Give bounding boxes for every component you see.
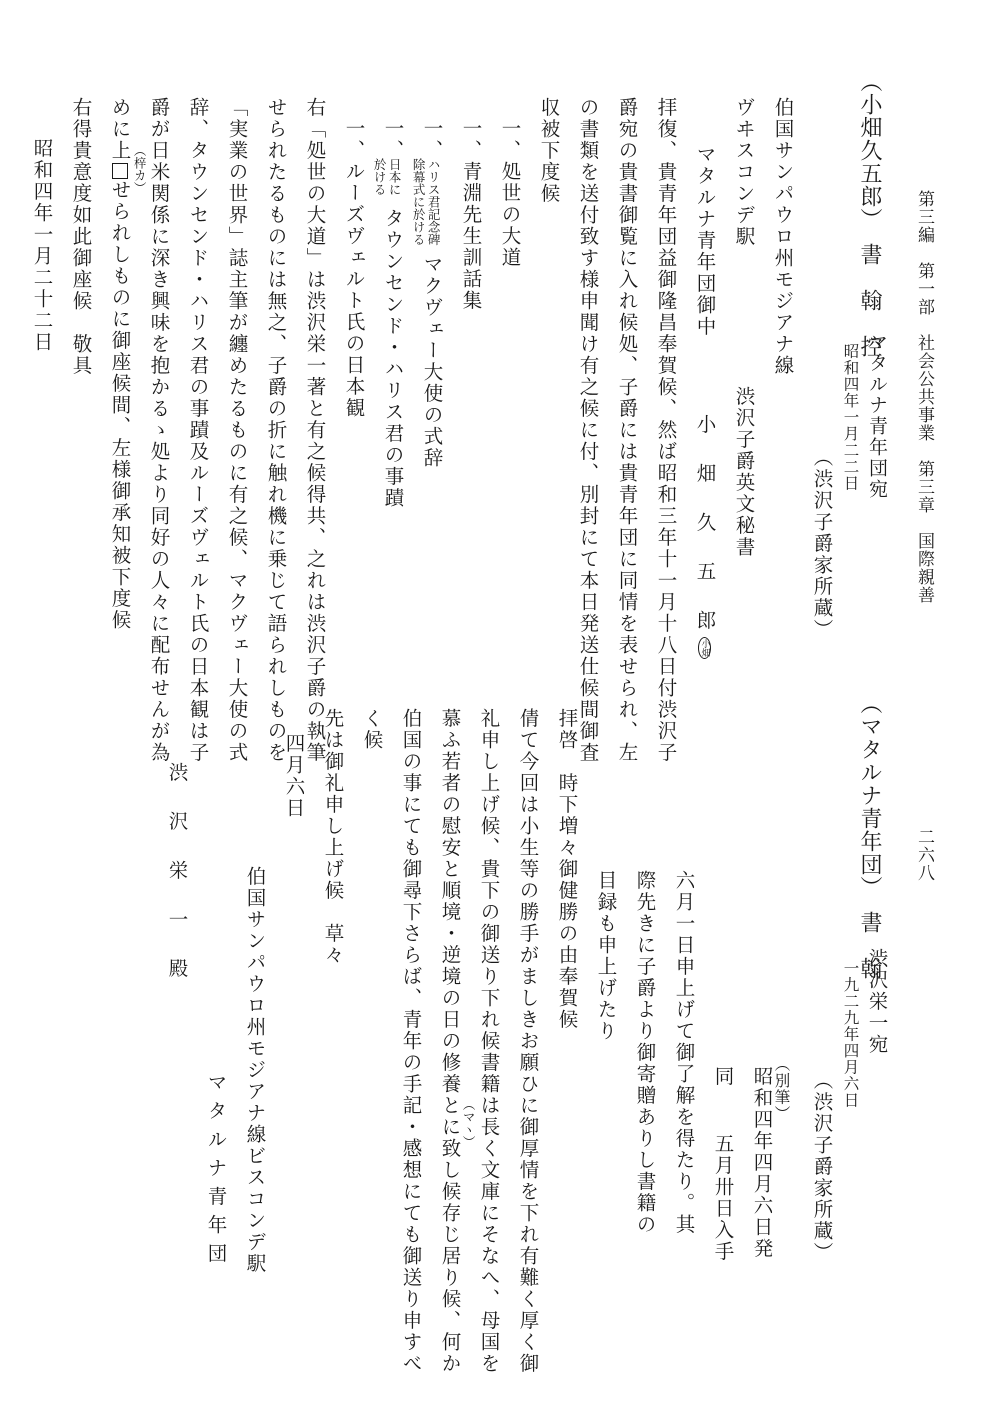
letter2-addressee: 渋沢栄一宛 xyxy=(865,948,889,1056)
letter2-from-place: 伯国サンパウロ州モジアナ線ビスコンデ駅 xyxy=(243,866,267,1275)
letter1-item3-text: マクヴェー大使の式辞 xyxy=(420,254,444,469)
section-header: 第三編 第一部 社会公共事業 第三章 国際親善 xyxy=(914,190,934,604)
letter1-sender-title: 渋沢子爵英文秘書 xyxy=(732,386,756,558)
letter2-body-line4 xyxy=(440,708,460,1375)
letter2-title: （マタルナ青年団） 書 翰 xyxy=(857,692,882,980)
letter1-body-line1: 拝復、貴青年団益御隆昌奉賀候、然ば昭和三年十一月十八日付渋沢子 xyxy=(654,97,678,764)
letter2-body-line6: く候 xyxy=(360,708,384,751)
letter2-note-biehitsu: （別筆） xyxy=(772,1056,791,1122)
letter1-title: （小畑久五郎） 書 翰 控 xyxy=(857,70,882,358)
letter1-item1: 一、処世の大道 xyxy=(498,118,522,269)
letter1-para-line6-b: せられしものに御座候間、左様御承知被下度候 xyxy=(108,179,132,631)
letter1-para-line6 xyxy=(110,97,130,631)
seal-stamp: 小畑 xyxy=(699,638,710,657)
letter2-source: （渋沢子爵家所蔵） xyxy=(810,1070,834,1264)
letter2-note-line3: 目録も申上げたり xyxy=(594,870,618,1042)
letter2-body-line5: 伯国の事にても御尋下さらば、青年の手記・感想にても御送り申すべ xyxy=(399,708,423,1375)
letter1-para-line5: 爵が日米関係に深き興味を抱かるゝ処より同好の人々に配布せんが為 xyxy=(147,97,171,764)
letter2-note-line1: 六月一日申上げて御了解を得たり。其 xyxy=(672,870,696,1236)
letter1-para-line6-note: （梓カ） xyxy=(132,144,148,194)
letter1-para-line4: 辞、タウンセンド・ハリス君の事蹟及ルーズヴェルト氏の日本観は子 xyxy=(186,97,210,764)
letter1-date: 昭和四年一月二二日 xyxy=(841,343,860,492)
letter2-body-line4-a: 慕ふ若者の慰安と順境・逆境の日の修養とに致し xyxy=(438,708,462,1181)
letter1-to-station: ヴヰスコンデ駅 xyxy=(732,97,756,248)
letter1-item4-prefix: 一、 xyxy=(381,118,405,161)
letter1-source: （渋沢子爵家所蔵） xyxy=(810,447,834,641)
letter2-body-line4-note: （マヽ） xyxy=(461,1098,477,1148)
letter1-item4-note-b: 於ける xyxy=(372,158,388,196)
letter1-addressee: マタルナ青年団宛 xyxy=(866,332,888,500)
letter2-note-recv xyxy=(713,1066,733,1263)
letter2-body-line7: 先は御礼申し上げ候 草々 xyxy=(321,708,345,966)
letter2-note-sent: 昭和四年四月六日発 xyxy=(750,1066,774,1260)
letter2-body-line2: 倩て今回は小生等の勝手がましきお願ひに御厚情を下れ有難く厚く御 xyxy=(516,708,540,1375)
letter2-body-line3: 礼申し上げ候、貴下の御送り下れ候書籍は長く文庫にそなへ、母国を xyxy=(477,708,501,1375)
letter1-item3-note-b: 除幕式に於ける xyxy=(411,158,427,246)
letter1-to-org: マタルナ青年団御中 xyxy=(693,144,717,338)
letter1-sender-name: 小 畑 久 五 郎 xyxy=(693,414,717,635)
letter2-body-line1: 拝啓 時下増々御健勝の由奉賀候 xyxy=(555,708,579,1031)
illegible-character-box xyxy=(112,163,128,179)
letter2-note-line2: 際先きに子爵より御寄贈ありし書籍の xyxy=(633,870,657,1236)
letter1-item3-note-a: ハリス君記念碑 xyxy=(426,158,442,246)
letter2-note-recv-b: 五月卅日入手 xyxy=(711,1133,735,1263)
letter1-para-line3: 「実業の世界」誌主筆が纏めたるものに有之候、マクヴェー大使の式 xyxy=(225,97,249,764)
letter2-date: 一九二九年四月六日 xyxy=(841,960,860,1109)
letter1-to-place: 伯国サンパウロ州モジアナ線 xyxy=(771,97,795,377)
letter1-para-line6-a: めに上 xyxy=(108,97,132,162)
letter2-body-line4-b: 候存じ居り候、何か xyxy=(438,1181,462,1375)
letter1-body-line4: 収被下度候 xyxy=(537,97,561,205)
letter1-item2: 一、青淵先生訓話集 xyxy=(459,118,483,312)
letter1-item4-text: タウンセンド・ハリス君の事蹟 xyxy=(381,208,405,509)
letter1-date-close: 昭和四年一月二十二日 xyxy=(30,138,54,353)
letter1-body-line2: 爵宛の貴書御覧に入れ候処、子爵には貴青年団に同情を表せられ、左 xyxy=(615,97,639,764)
letter1-item3-prefix: 一、 xyxy=(420,118,444,161)
letter1-para-line2: せられたるものには無之、子爵の折に触れ機に乗じて語られしものを xyxy=(264,97,288,764)
letter2-to-name: 渋 沢 栄 一 殿 xyxy=(165,762,189,983)
letter1-para-line1: 右「処世の大道」は渋沢栄一著と有之候得共、之れは渋沢子爵の執筆 xyxy=(303,97,327,764)
page-number: 二六八 xyxy=(914,828,934,882)
letter2-from-org: マタルナ青年団 xyxy=(204,1072,228,1272)
letter1-sender xyxy=(695,414,715,659)
letter2-date-close: 四月六日 xyxy=(282,733,306,819)
letter1-item4-note-a: 日本に xyxy=(387,158,403,196)
letter1-para-line7: 右得貴意度如此御座候 敬具 xyxy=(69,97,93,377)
letter2-note-recv-a: 同 xyxy=(711,1066,735,1088)
letter1-item5: 一、ルーズヴェルト氏の日本観 xyxy=(342,118,366,419)
letter1-body-line3: の書類を送付致す様申聞け有之候に付、別封にて本日発送仕候間御査 xyxy=(576,97,600,764)
